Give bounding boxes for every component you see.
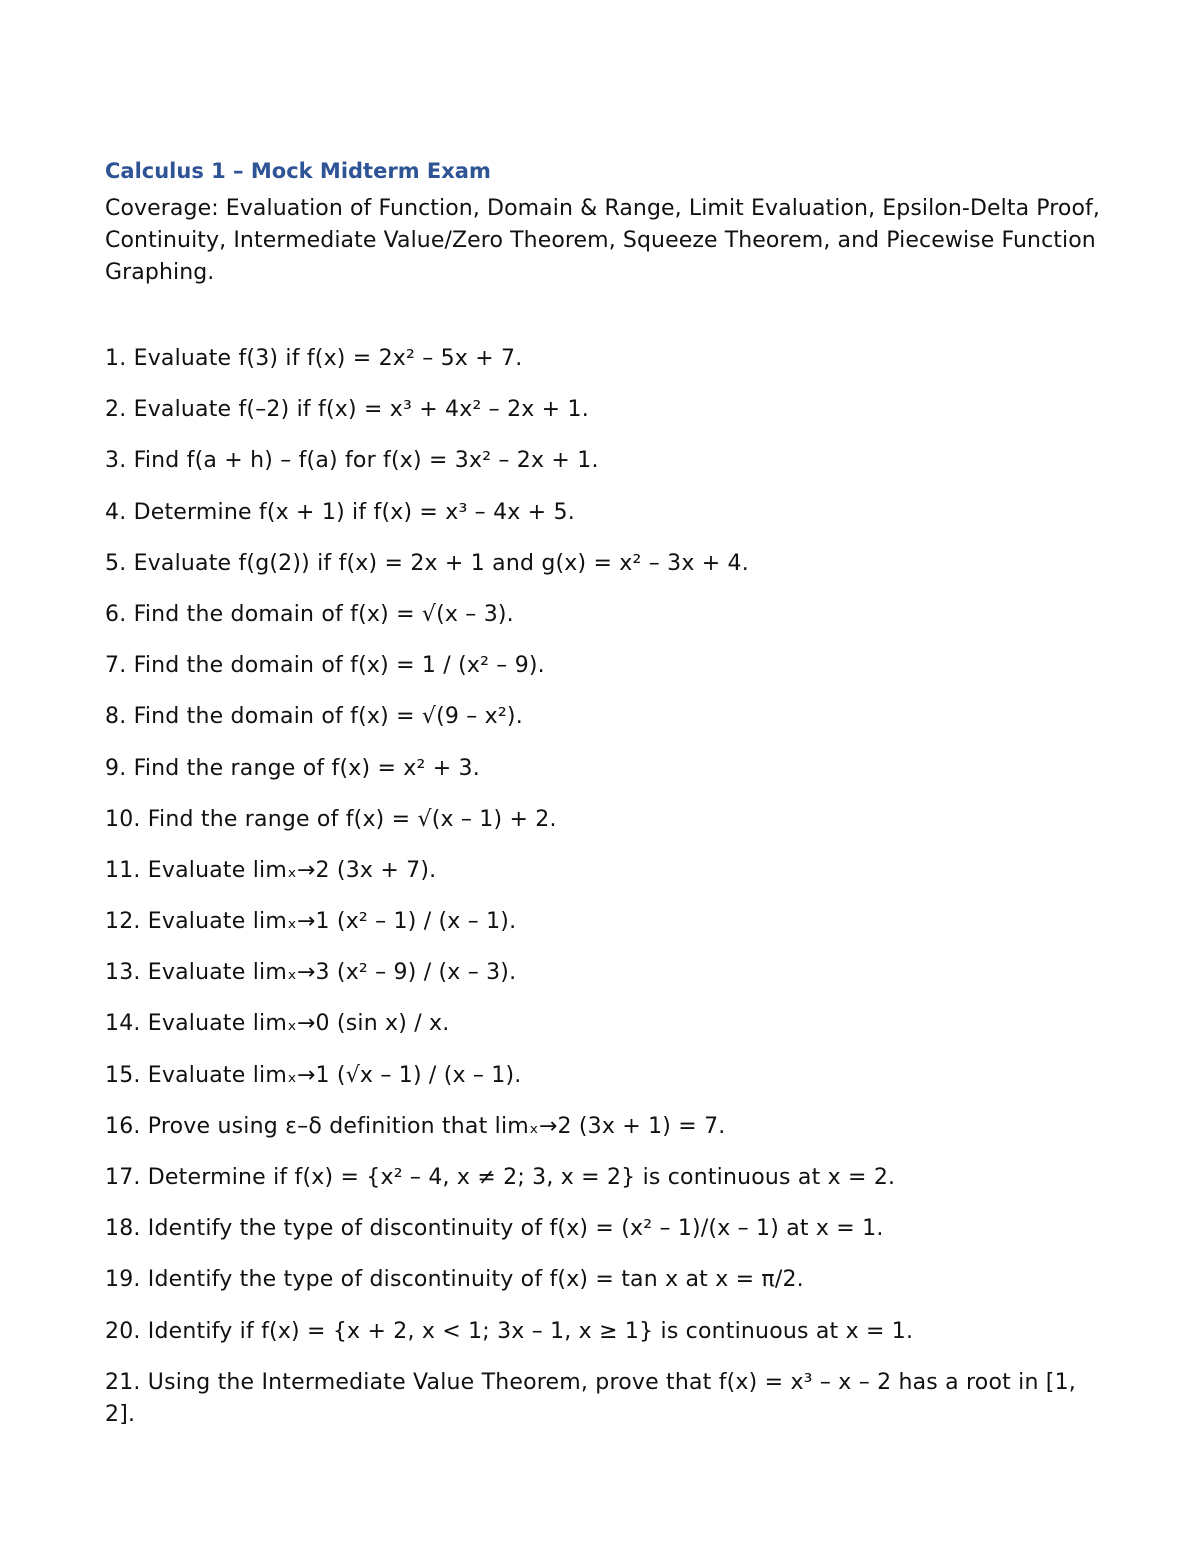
question-item (105, 497, 1105, 529)
question-number: 21. (105, 1369, 141, 1395)
question-item (105, 1316, 1105, 1348)
document-title: Calculus 1 – Mock Midterm Exam (105, 159, 491, 183)
question-text: Identify the type of discontinuity of f(x) = (x² – 1)/(x – 1) at x = 1. (147, 1216, 884, 1242)
question-text: Evaluate f(g(2)) if f(x) = 2x + 1 and g(x) = x² – 3x + 4. (133, 550, 749, 576)
question-number: 13. (105, 960, 141, 986)
question-item (105, 1162, 1105, 1194)
question-number: 20. (105, 1318, 141, 1344)
question-item (105, 650, 1105, 682)
question-text: Find the range of f(x) = √(x – 1) + 2. (147, 806, 557, 832)
question-number: 18. (105, 1216, 141, 1242)
question-text: Prove using ε–δ definition that limₓ→2 (3x + 1) = 7. (147, 1113, 726, 1139)
question-text: Evaluate limₓ→1 (√x – 1) / (x – 1). (147, 1062, 522, 1088)
question-number: 4. (105, 499, 127, 525)
question-item (105, 1111, 1105, 1143)
question-item (105, 1008, 1105, 1040)
question-text: Find f(a + h) – f(a) for f(x) = 3x² – 2x + 1. (133, 448, 599, 474)
question-text: Find the range of f(x) = x² + 3. (133, 755, 480, 781)
question-item (105, 753, 1105, 785)
question-number: 17. (105, 1165, 141, 1190)
question-text: Evaluate f(–2) if f(x) = x³ + 4x² – 2x + 1. (133, 397, 589, 423)
question-text: Evaluate limₓ→0 (sin x) / x. (147, 1011, 450, 1037)
question-number: 2. (105, 397, 127, 423)
question-text: Identify the type of discontinuity of f(x) = tan x at x = π/2. (147, 1267, 804, 1293)
question-text: Determine if f(x) = {x² – 4, x ≠ 2; 3, x = 2} is continuous at x = 2. (147, 1165, 896, 1190)
question-text: Using the Intermediate Value Theorem, prove that f(x) = x³ – x – 2 has a root in [1, 2]. (105, 1369, 1076, 1427)
question-number: 5. (105, 550, 127, 576)
question-item (105, 548, 1105, 580)
question-item (105, 599, 1105, 631)
question-text: Evaluate limₓ→1 (x² – 1) / (x – 1). (147, 909, 517, 935)
question-number: 10. (105, 806, 141, 832)
question-item (105, 906, 1105, 938)
question-number: 11. (105, 857, 141, 883)
question-number: 19. (105, 1267, 141, 1293)
question-list (105, 343, 1105, 1431)
question-number: 16. (105, 1113, 141, 1139)
document-page (105, 155, 1105, 1450)
question-number: 12. (105, 909, 141, 935)
question-item (105, 1264, 1105, 1296)
question-item (105, 1060, 1105, 1092)
question-text: Find the domain of f(x) = 1 / (x² – 9). (133, 653, 545, 679)
question-number: 6. (105, 601, 127, 627)
question-text: Evaluate limₓ→2 (3x + 7). (147, 857, 437, 883)
coverage-paragraph: Coverage: Evaluation of Function, Domain & Range, Limit Evaluation, Epsilon-Delta Proof, Continuity, Intermediate Value/Zero Theorem, Squeeze Theorem, and Piecewise Function Graphing. (105, 196, 1100, 285)
question-item (105, 343, 1105, 375)
question-item (105, 445, 1105, 477)
question-item (105, 855, 1105, 887)
question-text: Evaluate limₓ→3 (x² – 9) / (x – 3). (147, 960, 517, 986)
question-text: Find the domain of f(x) = √(9 – x²). (133, 704, 523, 730)
question-item (105, 701, 1105, 733)
question-text: Evaluate f(3) if f(x) = 2x² – 5x + 7. (133, 346, 523, 371)
question-number: 15. (105, 1062, 141, 1088)
question-item (105, 804, 1105, 836)
question-number: 1. (105, 346, 127, 371)
question-number: 8. (105, 704, 127, 730)
question-number: 3. (105, 448, 127, 474)
question-number: 7. (105, 653, 127, 679)
question-text: Find the domain of f(x) = √(x – 3). (133, 601, 514, 627)
question-item (105, 957, 1105, 989)
question-item (105, 1367, 1105, 1431)
question-item (105, 1213, 1105, 1245)
question-text: Identify if f(x) = {x + 2, x < 1; 3x – 1, x ≥ 1} is continuous at x = 1. (147, 1318, 914, 1344)
question-number: 9. (105, 755, 127, 781)
question-text: Determine f(x + 1) if f(x) = x³ – 4x + 5. (133, 499, 575, 525)
question-number: 14. (105, 1011, 141, 1037)
question-item (105, 394, 1105, 426)
